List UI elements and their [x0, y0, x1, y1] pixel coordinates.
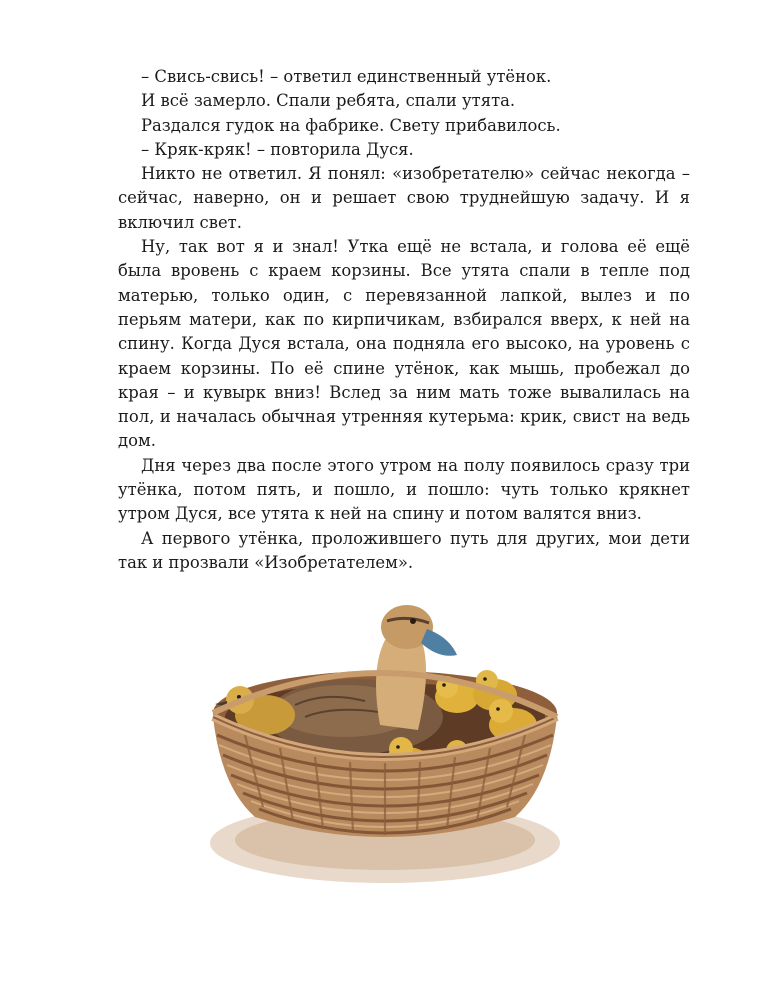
duck-basket-illustration [195, 585, 575, 905]
paragraph: Дня через два после этого утром на полу появилось сразу три утёнка, потом пять, и пошло, и пошло: чуть только крякнет утром Дуся, все утята к ней на спину и потом валятся вниз. [118, 455, 690, 524]
paragraph: Ну, так вот я и знал! Утка ещё не встала, и голова её ещё была вровень с краем корзины. Все утята спали в тепле под матерью, только один, с перевязанной лапкой, вылез и по перьям матери, как по кирпичикам, взбирался вверх, к ней на спину. Когда Дуся встала, она подняла его высоко, на уровень с краем корзины. По её спине утёнок, как мышь, пробежал до края – и кувырк вниз! Вслед за ним мать тоже вывалилась на пол, и началась обычная утренняя кутерьма: крик, свист на ведь дом. [118, 237, 690, 451]
story-text [118, 65, 690, 575]
paragraph: И всё замерло. Спали ребята, спали утята. [141, 91, 516, 111]
paragraph: – Свись-свись! – ответил единственный утёнок. [141, 67, 552, 86]
duck-bill [421, 629, 457, 656]
paragraph: – Кряк-кряк! – повторила Дуся. [141, 139, 414, 159]
duck-eye [410, 618, 416, 624]
paragraph: Раздался гудок на фабрике. Свету прибавилось. [141, 115, 561, 135]
paragraph: А первого утёнка, проложившего путь для других, мои дети так и прозвали «Изобретателем». [118, 528, 690, 572]
paragraph: Никто не ответил. Я понял: «изобретателю» сейчас некогда – сейчас, наверно, он и решает свою труднейшую задачу. И я включил свет. [118, 164, 690, 232]
